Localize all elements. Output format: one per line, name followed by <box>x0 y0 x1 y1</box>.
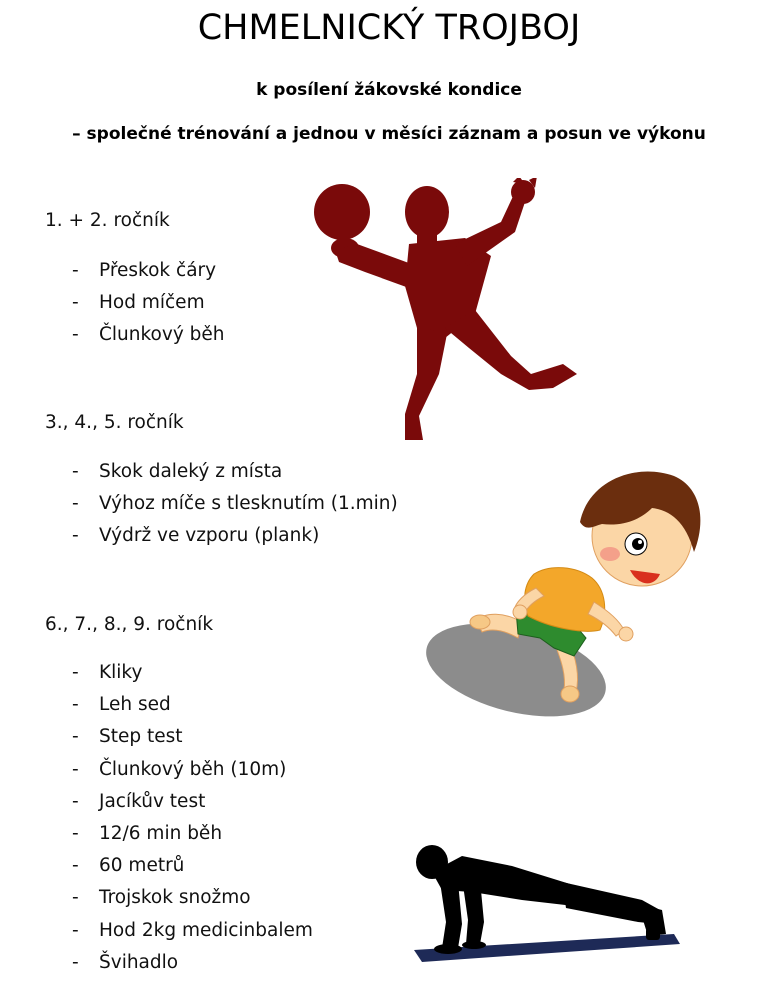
list-item <box>72 915 313 947</box>
bullet-dash: - <box>72 292 79 314</box>
page-title: CHMELNICKÝ TROJBOJ <box>197 8 581 48</box>
bullet-dash: - <box>72 887 79 909</box>
list-item <box>72 456 398 488</box>
ball-thrower-silhouette-icon <box>305 178 585 446</box>
push-up-silhouette-icon <box>402 838 682 968</box>
subtitle-line-1: k posílení žákovské kondice <box>256 80 522 100</box>
section-heading-grade-3-5: 3., 4., 5. ročník <box>45 412 184 433</box>
list-item <box>72 319 225 351</box>
list-item <box>72 882 313 914</box>
list-item <box>72 520 398 552</box>
list-item-label: 12/6 min běh <box>99 822 223 844</box>
section-heading-grade-6-9: 6., 7., 8., 9. ročník <box>45 614 214 635</box>
list-item-label: Výhoz míče s tlesknutím (1.min) <box>99 493 398 515</box>
bullet-dash: - <box>72 260 79 281</box>
bullet-dash: - <box>72 919 79 941</box>
bullet-dash: - <box>72 822 79 844</box>
exercise-list-grade-1-2 <box>72 255 225 352</box>
list-item-label: Přeskok čáry <box>99 260 217 281</box>
list-item <box>72 721 313 753</box>
list-item <box>72 488 398 520</box>
bullet-dash: - <box>72 726 79 748</box>
exercise-list-grade-3-5 <box>72 456 398 553</box>
cartoon-kid-running-icon <box>424 462 704 722</box>
bullet-dash: - <box>72 694 79 716</box>
list-item <box>72 754 313 786</box>
list-item-label: Výdrž ve vzporu (plank) <box>99 525 320 547</box>
section-heading-grade-1-2: 1. + 2. ročník <box>45 210 170 231</box>
list-item-label: Leh sed <box>99 694 171 716</box>
list-item <box>72 255 225 287</box>
list-item-label: Kliky <box>99 662 143 683</box>
list-item-label: Step test <box>99 726 183 748</box>
list-item <box>72 689 313 721</box>
list-item-label: Švihadlo <box>99 951 179 973</box>
list-item-label: Trojskok snožmo <box>99 887 251 909</box>
list-item-label: Člunkový běh (10m) <box>99 758 287 780</box>
exercise-list-grade-6-9 <box>72 657 313 979</box>
bullet-dash: - <box>72 855 79 877</box>
list-item-label: Skok daleký z místa <box>99 461 283 482</box>
list-item-label: Člunkový běh <box>99 324 225 346</box>
list-item-label: Hod 2kg medicinbalem <box>99 919 313 941</box>
bullet-dash: - <box>72 493 79 515</box>
list-item <box>72 657 313 689</box>
bullet-dash: - <box>72 758 79 780</box>
list-item <box>72 850 313 882</box>
list-item-label: 60 metrů <box>99 855 185 877</box>
list-item <box>72 818 313 850</box>
bullet-dash: - <box>72 951 79 973</box>
bullet-dash: - <box>72 790 79 812</box>
bullet-dash: - <box>72 662 79 683</box>
bullet-dash: - <box>72 461 79 482</box>
list-item <box>72 947 313 979</box>
list-item-label: Jacíkův test <box>99 790 206 812</box>
subtitle-line-2: – společné trénování a jednou v měsíci záznam a posun ve výkonu <box>72 124 706 144</box>
list-item <box>72 786 313 818</box>
list-item <box>72 287 225 319</box>
bullet-dash: - <box>72 525 79 547</box>
list-item-label: Hod míčem <box>99 292 205 314</box>
bullet-dash: - <box>72 324 79 346</box>
